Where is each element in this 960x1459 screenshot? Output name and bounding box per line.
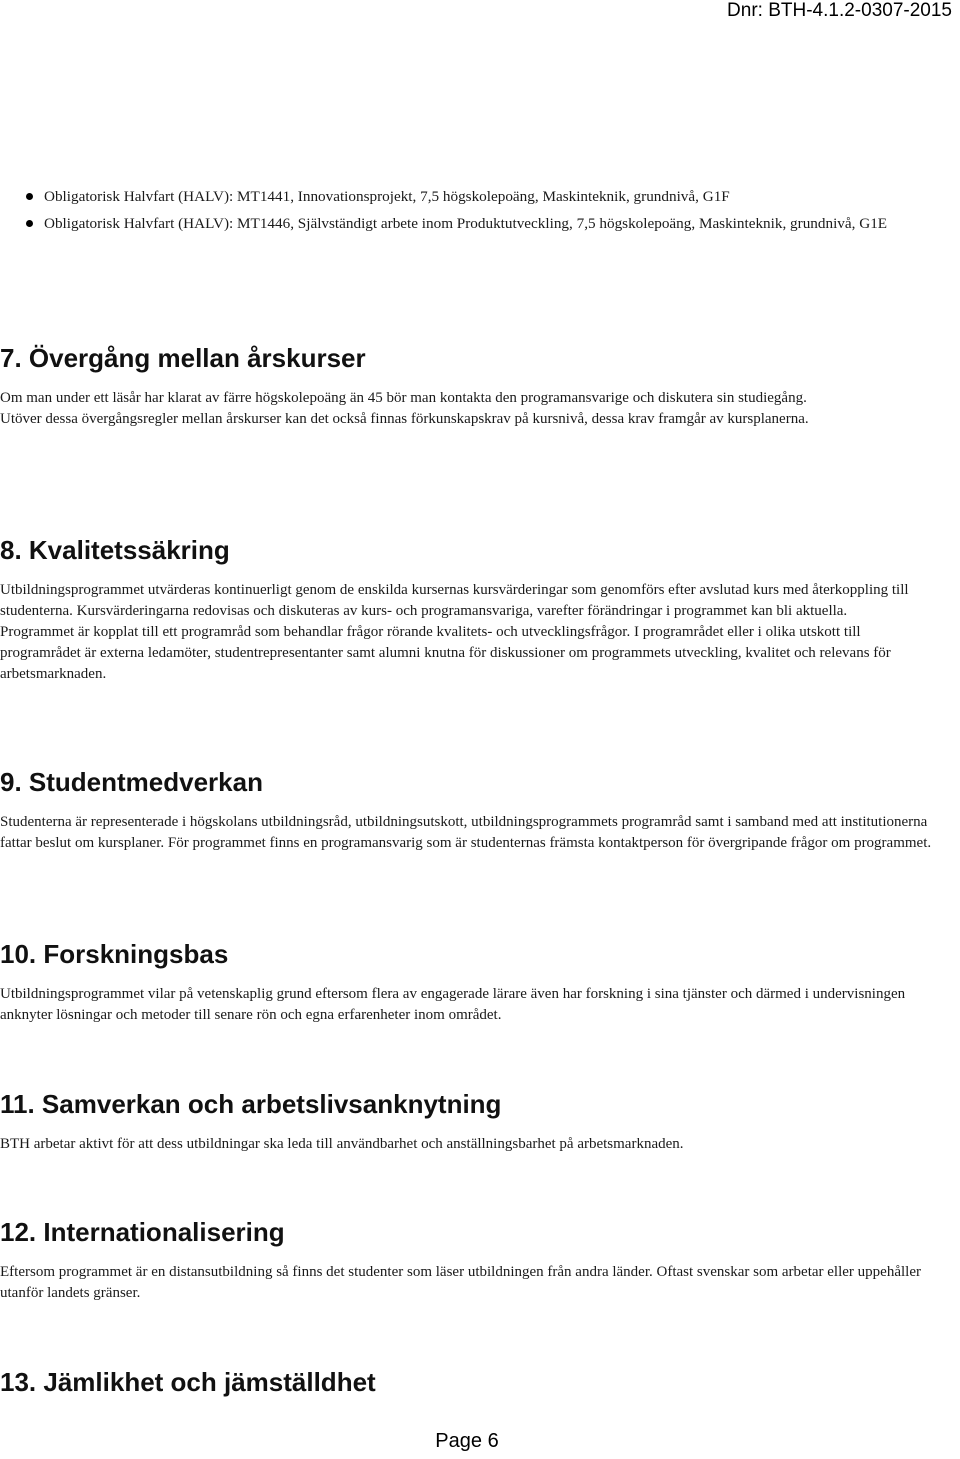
- section-equality: [0, 1366, 940, 1398]
- section-quality: [0, 534, 940, 685]
- section-research: [0, 938, 940, 1026]
- section-paragraph: Utbildningsprogrammet utvärderas kontinuerligt genom de enskilda kursernas kursvärderingar som genomförs efter avslutad kurs med återkoppling till studenterna. Kursvärderingarna redovisas och diskuteras av kurs- och programansvariga, varefter förändringar i programmet kan bli aktuella.: [0, 582, 909, 619]
- section-paragraph: Om man under ett läsår har klarat av färre högskolepoäng än 45 bör man kontakta den programansvarige och diskutera sin studiegång.: [0, 390, 807, 406]
- list-item-text: Obligatorisk Halvfart (HALV): MT1441, Innovationsprojekt, 7,5 högskolepoäng, Maskinteknik, grundnivå, G1F: [44, 188, 730, 205]
- section-title: 11. Samverkan och arbetslivsanknytning: [0, 1089, 502, 1119]
- section-paragraph: Studenterna är representerade i högskolans utbildningsråd, utbildningsutskott, utbildningsprogrammets programråd samt i samband med att institutionerna fattar beslut om kursplaner. För programmet finns en programansvarig som är studenternas främsta kontaktperson för övergripande frågor om programmet.: [0, 814, 932, 851]
- section-title: 10. Forskningsbas: [0, 939, 229, 969]
- document-number: Dnr: BTH-4.1.2-0307-2015: [727, 0, 952, 21]
- section-title: 7. Övergång mellan årskurser: [0, 343, 366, 373]
- bullet-icon: [26, 220, 33, 227]
- section-collaboration: [0, 1088, 940, 1155]
- list-item: [0, 185, 940, 208]
- section-transition: [0, 342, 940, 430]
- section-paragraph: Utbildningsprogrammet vilar på vetenskaplig grund eftersom flera av engagerade lärare även har forskning i sina tjänster och därmed i undervisningen anknyter lösningar och metoder till senare rön och egna erfarenheter inom området.: [0, 986, 906, 1023]
- section-title: 8. Kvalitetssäkring: [0, 535, 230, 565]
- section-internationalisation: [0, 1216, 940, 1304]
- section-title: 9. Studentmedverkan: [0, 767, 263, 797]
- bullet-icon: [26, 193, 33, 200]
- section-paragraph: Utöver dessa övergångsregler mellan årskurser kan det också finnas förkunskapskrav på kursnivå, dessa krav framgår av kursplanerna.: [0, 411, 809, 427]
- section-title: 12. Internationalisering: [0, 1217, 285, 1247]
- section-student-participation: [0, 766, 940, 854]
- list-item-text: Obligatorisk Halvfart (HALV): MT1446, Självständigt arbete inom Produktutveckling, 7,5 högskolepoäng, Maskinteknik, grundnivå, G1E: [44, 215, 888, 232]
- course-list: [0, 185, 940, 239]
- section-paragraph: BTH arbetar aktivt för att dess utbildningar ska leda till användbarhet och anställningsbarhet på arbetsmarknaden.: [0, 1136, 684, 1152]
- section-paragraph: Programmet är kopplat till ett programråd som behandlar frågor rörande kvalitets- och utvecklingsfrågor. I programrådet eller i olika utskott till programrådet är externa ledamöter, studentrepresentanter samt alumni knutna för diskussioner om programmets utveckling, kvalitet och relevans för arbetsmarknaden.: [0, 624, 891, 682]
- list-item: [0, 212, 940, 235]
- section-title: 13. Jämlikhet och jämställdhet: [0, 1367, 376, 1397]
- section-paragraph: Eftersom programmet är en distansutbildning så finns det studenter som läser utbildningen från andra länder. Oftast svenskar som arbetar eller uppehåller utanför landets gränser.: [0, 1264, 921, 1301]
- page-number: Page 6: [435, 1430, 499, 1452]
